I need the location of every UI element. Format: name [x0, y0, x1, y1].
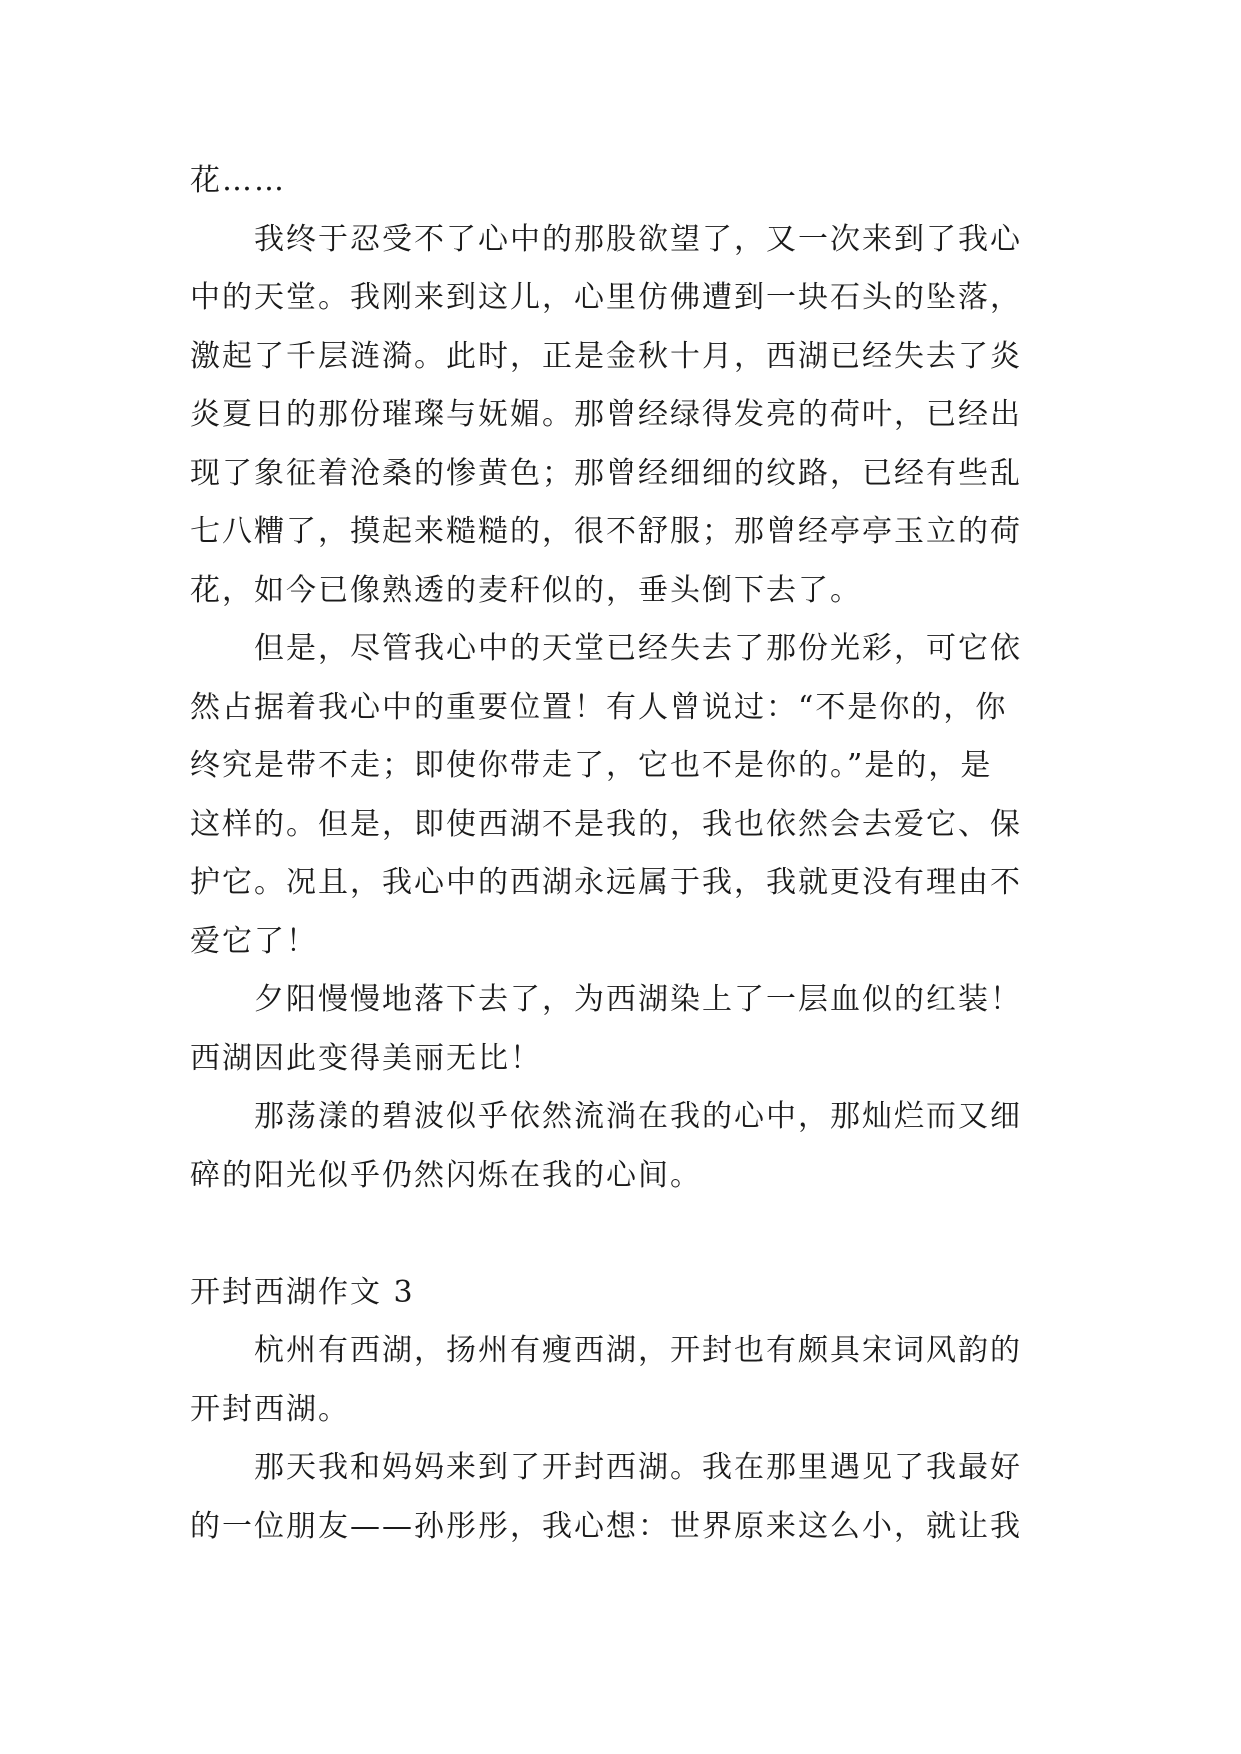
document-page [190, 152, 1060, 1556]
text-line: 开封西湖。 [190, 1391, 350, 1427]
text-line: 碎的阳光似乎仍然闪烁在我的心间。 [190, 1157, 702, 1193]
text-line: 激起了千层涟漪。此时，正是金秋十月，西湖已经失去了炎 [190, 338, 1022, 374]
paragraph-start: 夕阳慢慢地落下去了，为西湖染上了一层血似的红装！ [254, 982, 1022, 1017]
text-line: 现了象征着沧桑的惨黄色；那曾经细细的纹路，已经有些乱 [190, 455, 1022, 491]
paragraph-start: 但是，尽管我心中的天堂已经失去了那份光彩，可它依 [254, 631, 1022, 666]
text-line: 的一位朋友——孙彤彤，我心想：世界原来这么小，就让我 [190, 1508, 1022, 1544]
paragraph-start: 那天我和妈妈来到了开封西湖。我在那里遇见了我最好 [254, 1450, 1022, 1485]
text-line: 中的天堂。我刚来到这儿，心里仿佛遭到一块石头的坠落， [190, 280, 1022, 315]
text-line: 护它。况且，我心中的西湖永远属于我，我就更没有理由不 [190, 865, 1022, 900]
text-line: 七八糟了，摸起来糙糙的，很不舒服；那曾经亭亭玉立的荷 [190, 514, 1022, 549]
text-line: 花…… [190, 163, 286, 198]
text-line: 这样的。但是，即使西湖不是我的，我也依然会去爱它、保 [190, 806, 1022, 842]
text-line: 花，如今已像熟透的麦秆似的，垂头倒下去了。 [190, 572, 862, 608]
paragraph-start: 我终于忍受不了心中的那股欲望了，又一次来到了我心 [254, 221, 1022, 257]
paragraph-start: 杭州有西湖，扬州有瘦西湖，开封也有颇具宋词风韵的 [254, 1333, 1022, 1368]
text-line: 然占据着我心中的重要位置！有人曾说过：“不是你的，你 [190, 689, 1008, 725]
text-line: 炎夏日的那份璀璨与妩媚。那曾经绿得发亮的荷叶，已经出 [190, 397, 1022, 432]
text-line: 西湖因此变得美丽无比！ [190, 1040, 542, 1076]
text-line: 爱它了！ [190, 923, 318, 959]
section-heading: 开封西湖作文 3 [190, 1274, 415, 1310]
paragraph-start: 那荡漾的碧波似乎依然流淌在我的心中，那灿烂而又细 [254, 1099, 1022, 1134]
text-line: 终究是带不走；即使你带走了，它也不是你的。”是的，是 [190, 748, 993, 783]
blank-line [190, 1205, 1060, 1264]
